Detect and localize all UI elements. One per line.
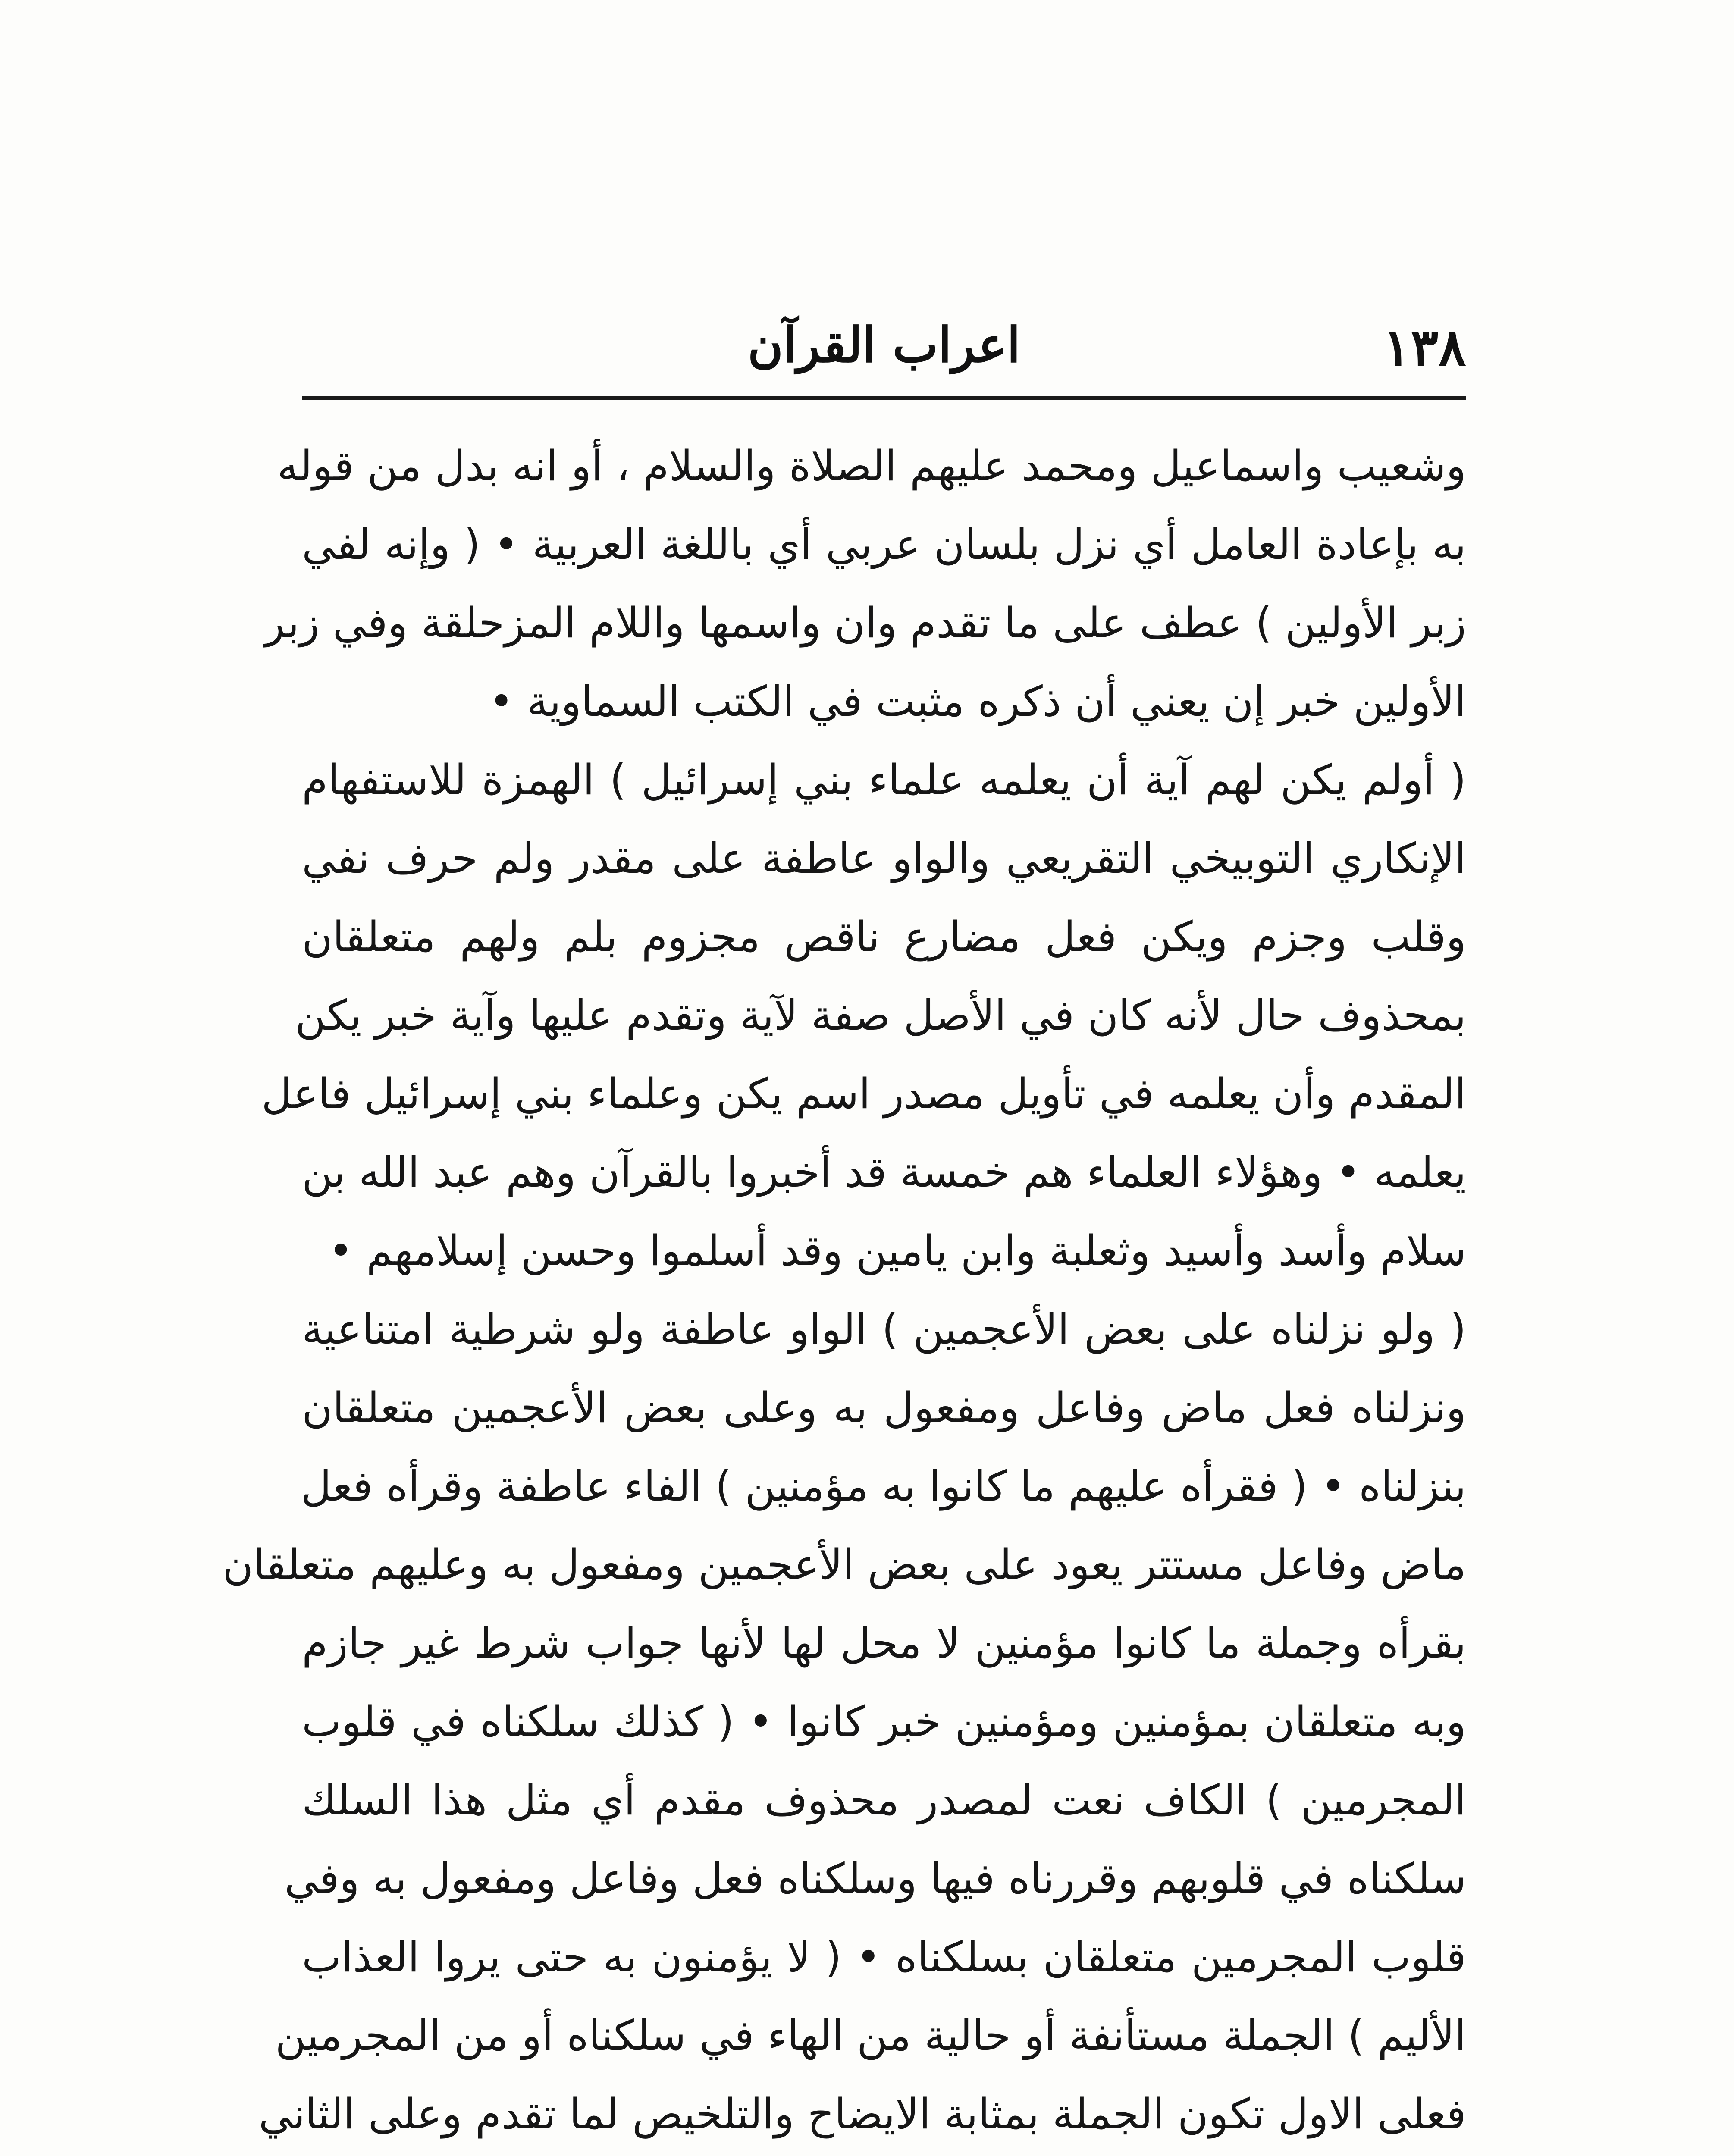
- text-line: بنزلناه • ( فقرأه عليهم ما كانوا به مؤمنين ) الفاء عاطفة وقرأه فعل: [301, 1462, 1466, 1510]
- text-line: ( ولو نزلناه على بعض الأعجمين ) الواو عاطفة ولو شرطية امتناعية: [302, 1305, 1466, 1354]
- page-number: ١٣٨: [1383, 317, 1466, 378]
- text-line: المقدم وأن يعلمه في تأويل مصدر اسم يكن وعلماء بني إسرائيل فاعل: [261, 1069, 1466, 1118]
- text-line: ماض وفاعل مستتر يعود على بعض الأعجمين ومفعول به وعليهم متعلقان: [223, 1540, 1466, 1589]
- text-line: [302, 2153, 1466, 2156]
- text-line: قلوب المجرمين متعلقان بسلكناه • ( لا يؤمنون به حتى يروا العذاب: [302, 1933, 1466, 1981]
- text-line: ونزلناه فعل ماض وفاعل ومفعول به وعلى بعض الأعجمين متعلقان: [302, 1383, 1466, 1432]
- body-text: [223, 427, 1466, 2156]
- header-divider: [302, 396, 1466, 400]
- text-line: الأولين خبر إن يعني أن ذكره مثبت في الكتب السماوية •: [489, 677, 1466, 726]
- text-line: سلام وأسد وأسيد وثعلبة وابن يامين وقد أسلموا وحسن إسلامهم •: [328, 1226, 1466, 1275]
- text-line: الأليم ) الجملة مستأنفة أو حالية من الهاء في سلكناه أو من المجرمين: [275, 2011, 1466, 2060]
- text-line: وبه متعلقان بمؤمنين ومؤمنين خبر كانوا • ( كذلك سلكناه في قلوب: [302, 1697, 1466, 1746]
- text-line: فعلى الاول تكون الجملة بمثابة الايضاح والتلخيص لما تقدم وعلى الثاني: [258, 2090, 1466, 2138]
- text-line: المجرمين ) الكاف نعت لمصدر محذوف مقدم أي مثل هذا السلك: [302, 1776, 1466, 1824]
- running-title: اعراب القرآن: [747, 317, 1021, 373]
- text-line: به بإعادة العامل أي نزل بلسان عربي أي باللغة العربية • ( وإنه لفي: [302, 520, 1466, 569]
- text-line: الإنكاري التوبيخي التقريعي والواو عاطفة على مقدر ولم حرف نفي: [302, 834, 1466, 883]
- text-line: وقلب وجزم ويكن فعل مضارع ناقص مجزوم بلم ولهم متعلقان: [302, 912, 1466, 961]
- text-line: بقرأه وجملة ما كانوا مؤمنين لا محل لها لأنها جواب شرط غير جازم: [302, 1619, 1466, 1667]
- text-line: ( أولم يكن لهم آية أن يعلمه علماء بني إسرائيل ) الهمزة للاستفهام: [302, 755, 1466, 804]
- text-line: يعلمه • وهؤلاء العلماء هم خمسة قد أخبروا بالقرآن وهم عبد الله بن: [302, 1148, 1466, 1197]
- text-line: وشعيب واسماعيل ومحمد عليهم الصلاة والسلام ، أو انه بدل من قوله: [277, 442, 1466, 490]
- text-line: سلكناه في قلوبهم وقررناه فيها وسلكناه فعل وفاعل ومفعول به وفي: [284, 1854, 1466, 1903]
- text-line: زبر الأولين ) عطف على ما تقدم وان واسمها واللام المزحلقة وفي زبر: [264, 599, 1466, 647]
- page-header: [302, 308, 1466, 395]
- text-line: بمحذوف حال لأنه كان في الأصل صفة لآية وتقدم عليها وآية خبر يكن: [295, 991, 1466, 1040]
